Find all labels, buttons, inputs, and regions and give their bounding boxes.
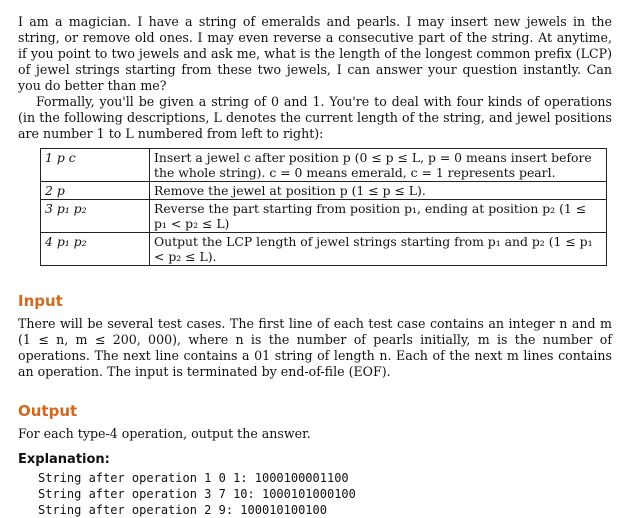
input-description: There will be several test cases. The first line of each test case contains an integer n and m (1 ≤ n, m ≤ 200, 000), where n is the number of pearls initially, m is the number of operations. The next line contains a 01 string of length n. Each of the next m lines contains an operation. The input is terminated by end-of-file (EOF). [18,316,612,379]
operation-code: 4 p₁ p₂ [41,233,150,266]
operation-description: Insert a jewel c after position p (0 ≤ p ≤ L, p = 0 means insert before the whole string). c = 0 means emerald, c = 1 represents pearl. [150,149,607,182]
table-row [41,149,607,182]
operation-code: 3 p₁ p₂ [41,200,150,233]
input-heading: Input [18,292,63,310]
intro-paragraph-1: I am a magician. I have a string of emeralds and pearls. I may insert new jewels in the string, or remove old ones. I may even reverse a consecutive part of the string. At anytime, if you point to two jewels and ask me, what is the length of the longest common prefix (LCP) of jewel strings starting from these two jewels, I can answer your question instantly. Can you do better than me? [18,14,612,93]
explanation-line: String after operation 1 0 1: 1000100001100 [38,471,349,485]
output-description: For each type-4 operation, output the answer. [18,426,311,441]
explanation-title: Explanation: [18,452,110,467]
explanation-line: String after operation 2 9: 100010100100 [38,503,327,517]
table-row [41,200,607,233]
intro-paragraph-2: Formally, you'll be given a string of 0 and 1. You're to deal with four kinds of operations (in the following descriptions, L denotes the current length of the string, and jewel positions are number 1 to L numbered from left to right): [18,94,612,141]
output-heading: Output [18,402,78,420]
operation-description: Remove the jewel at position p (1 ≤ p ≤ L). [150,182,607,200]
operation-description: Output the LCP length of jewel strings starting from p₁ and p₂ (1 ≤ p₁ < p₂ ≤ L). [150,233,607,266]
operation-description: Reverse the part starting from position p₁, ending at position p₂ (1 ≤ p₁ < p₂ ≤ L) [150,200,607,233]
table-row [41,233,607,266]
operation-code: 1 p c [41,149,150,182]
operations-table [40,148,607,266]
operation-code: 2 p [41,182,150,200]
table-row [41,182,607,200]
explanation-line: String after operation 3 7 10: 1000101000100 [38,487,356,501]
